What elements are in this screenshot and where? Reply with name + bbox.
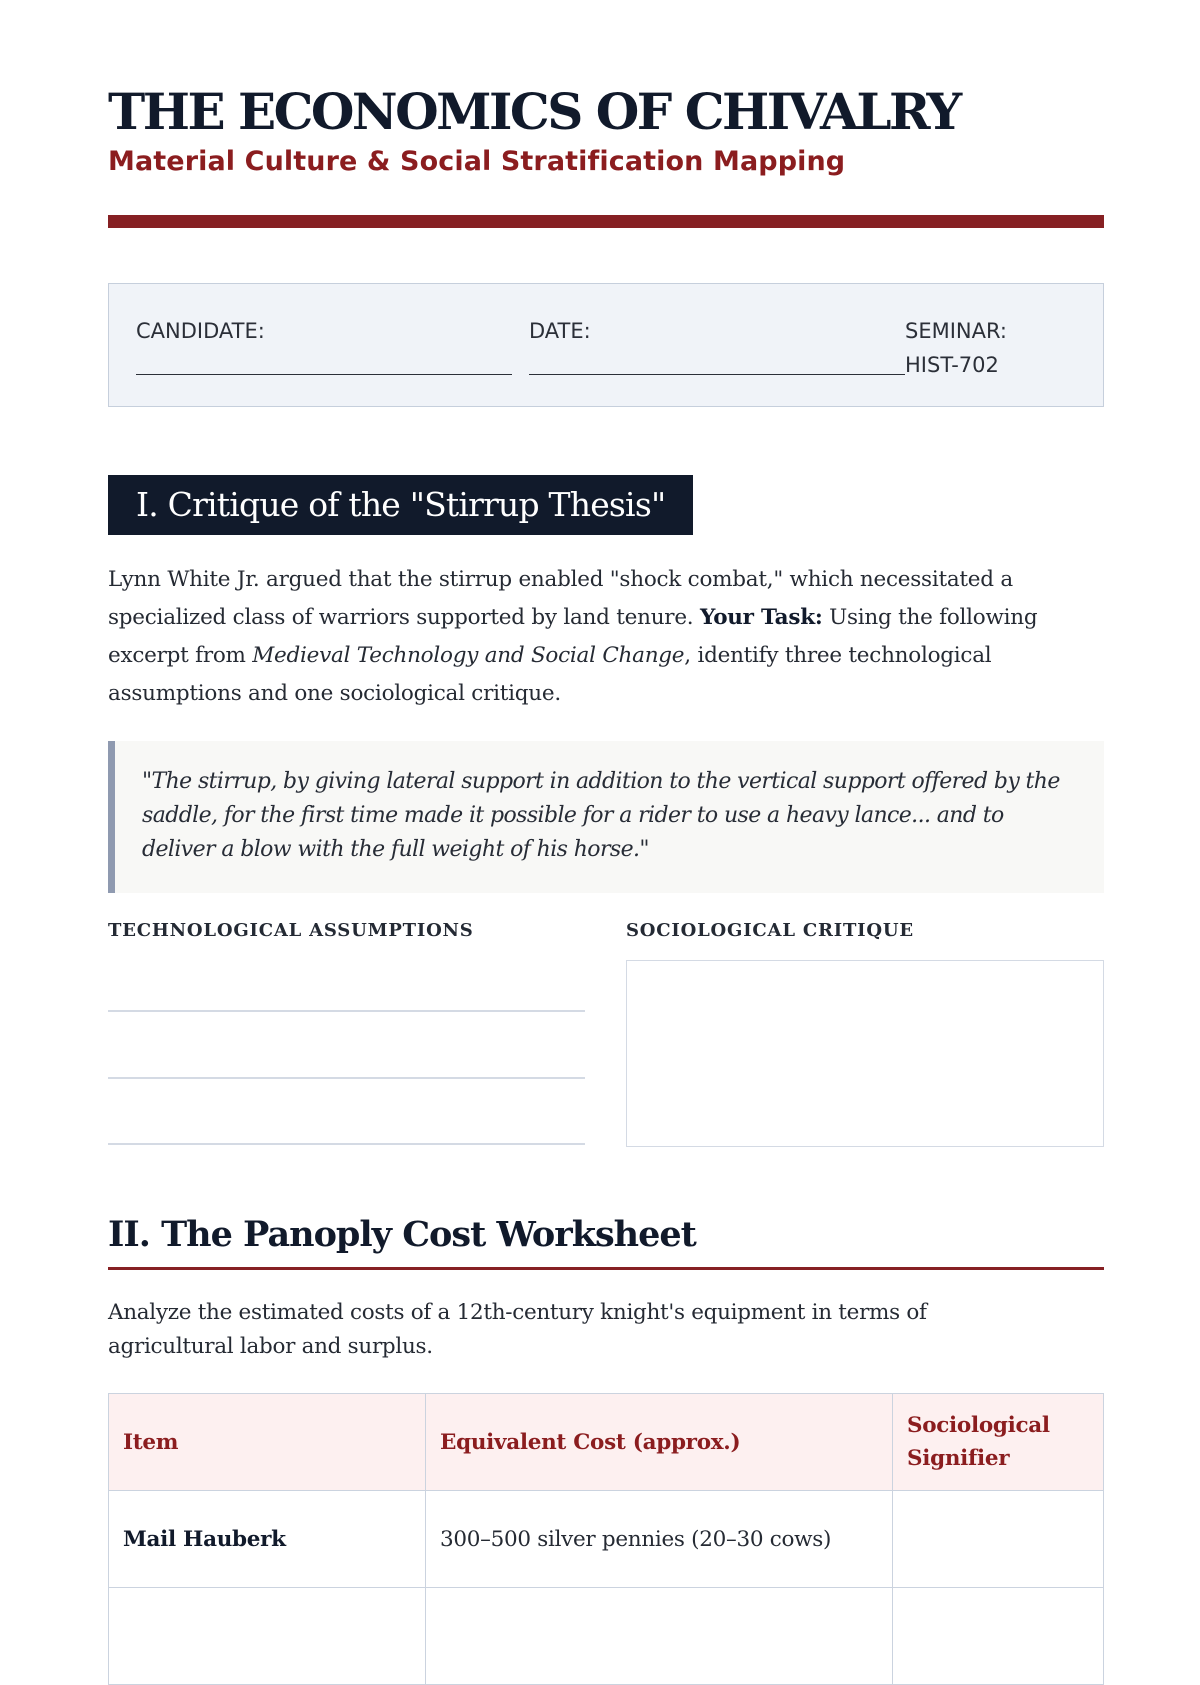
socio-critique-label: SOCIOLOGICAL CRITIQUE bbox=[626, 920, 914, 941]
candidate-info-box bbox=[108, 283, 1104, 407]
date-label: DATE: bbox=[529, 319, 591, 343]
candidate-field[interactable] bbox=[136, 314, 512, 375]
assumption-answer-line-3[interactable] bbox=[108, 1143, 585, 1145]
date-input-line[interactable] bbox=[529, 348, 905, 375]
critique-answer-box[interactable] bbox=[626, 960, 1104, 1147]
section-2-heading: II. The Panoply Cost Worksheet bbox=[108, 1214, 696, 1255]
page-title: THE ECONOMICS OF CHIVALRY bbox=[108, 82, 960, 141]
column-header-cost: Equivalent Cost (approx.) bbox=[426, 1394, 893, 1491]
intro-text-2: Using the following excerpt from bbox=[108, 605, 1038, 668]
page-subtitle: Material Culture & Social Stratification Mapping bbox=[108, 146, 846, 177]
section-2-instructions: Analyze the estimated costs of a 12th-century knight's equipment in terms of agricultural labor and surplus. bbox=[108, 1300, 927, 1359]
table-header-row bbox=[109, 1394, 1104, 1491]
intro-text-1: Lynn White Jr. argued that the stirrup enabled "shock combat," which necessitated a specialized class of warriors supported by land tenure. bbox=[108, 567, 1013, 630]
section-1-heading: I. Critique of the "Stirrup Thesis" bbox=[108, 475, 693, 535]
candidate-label: CANDIDATE: bbox=[136, 319, 265, 343]
section-1-instructions bbox=[108, 561, 1104, 713]
candidate-input-line[interactable] bbox=[136, 348, 512, 375]
date-field[interactable] bbox=[529, 314, 905, 375]
table-cell-cost: 300–500 silver pennies (20–30 cows) bbox=[426, 1491, 893, 1588]
seminar-value: HIST-702 bbox=[905, 353, 999, 377]
tech-assumptions-label: TECHNOLOGICAL ASSUMPTIONS bbox=[108, 920, 474, 941]
panoply-cost-table bbox=[108, 1393, 1104, 1685]
assumption-answer-line-2[interactable] bbox=[108, 1077, 585, 1079]
table-row bbox=[109, 1491, 1104, 1588]
column-header-signifier: Sociological Signifier bbox=[893, 1394, 1104, 1491]
table-cell-item: Mail Hauberk bbox=[109, 1491, 426, 1588]
excerpt-blockquote: "The stirrup, by giving lateral support in addition to the vertical support offered by the saddle, for the first time made it possible for a rider to use a heavy lance... and to deliver a blow with the full weight of his horse." bbox=[108, 741, 1104, 893]
table-cell-signifier-input[interactable] bbox=[893, 1491, 1104, 1588]
book-title: Medieval Technology and Social Change bbox=[252, 643, 685, 668]
task-label: Your Task: bbox=[699, 605, 823, 630]
column-header-item: Item bbox=[109, 1394, 426, 1491]
seminar-label: SEMINAR: bbox=[905, 319, 1008, 343]
table-cell-item bbox=[109, 1588, 426, 1685]
table-cell-cost bbox=[426, 1588, 893, 1685]
intro-text-3: , identify three technological assumptions and one sociological critique. bbox=[108, 643, 992, 706]
section-2-divider bbox=[108, 1267, 1104, 1270]
table-row bbox=[109, 1588, 1104, 1685]
assumption-answer-line-1[interactable] bbox=[108, 1010, 585, 1012]
table-cell-signifier-input[interactable] bbox=[893, 1588, 1104, 1685]
seminar-field bbox=[905, 314, 1095, 382]
title-divider bbox=[108, 215, 1104, 228]
